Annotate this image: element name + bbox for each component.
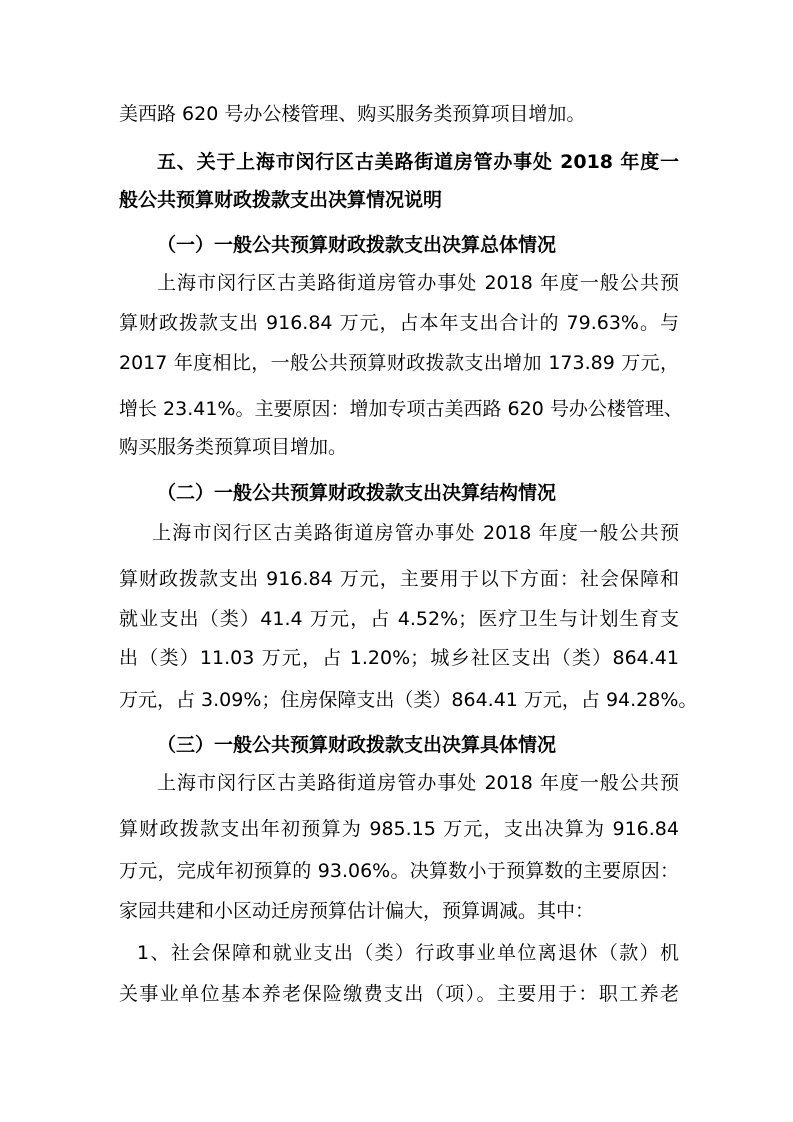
paragraph-line: 算财政拨款支出 916.84 万元，占本年支出合计的 79.63%。与 — [119, 312, 679, 334]
paragraph-line: 美西路 620 号办公楼管理、购买服务类预算项目增加。 — [119, 103, 586, 125]
paragraph-line: 家园共建和小区动迁房预算估计偏大，预算调减。其中： — [119, 900, 595, 922]
paragraph-line: 算财政拨款支出年初预算为 985.15 万元，支出决算为 916.84 — [119, 818, 679, 840]
paragraph-line: 上海市闵行区古美路街道房管办事处 2018 年度一般公共预 — [157, 272, 679, 294]
paragraph-line: 算财政拨款支出 916.84 万元，主要用于以下方面：社会保障和 — [119, 568, 679, 590]
paragraph-line: 增长 23.41%。主要原因：增加专项古美西路 620 号办公楼管理、 — [119, 398, 683, 420]
paragraph-line: 1、社会保障和就业支出（类）行政事业单位离退休（款）机 — [137, 942, 679, 964]
paragraph-line: 上海市闵行区古美路街道房管办事处 2018 年度一般公共预 — [157, 772, 679, 794]
subsection-heading: （一）一般公共预算财政拨款支出决算总体情况 — [157, 234, 557, 256]
subsection-heading: （三）一般公共预算财政拨款支出决算具体情况 — [157, 734, 557, 756]
paragraph-line: 2017 年度相比，一般公共预算财政拨款支出增加 173.89 万元， — [119, 352, 679, 374]
paragraph-line: 万元，完成年初预算的 93.06%。决算数小于预算数的主要原因： — [119, 860, 679, 882]
paragraph-line: 出（类）11.03 万元，占 1.20%；城乡社区支出（类）864.41 — [119, 647, 679, 669]
subsection-heading: （二）一般公共预算财政拨款支出决算结构情况 — [157, 482, 557, 504]
section-heading: 五、关于上海市闵行区古美路街道房管办事处 2018 年度一 — [157, 151, 679, 173]
paragraph-line: 万元，占 3.09%；住房保障支出（类）864.41 万元，占 94.28%。 — [119, 689, 698, 711]
paragraph-line: 就业支出（类）41.4 万元，占 4.52%；医疗卫生与计划生育支 — [119, 608, 679, 630]
section-heading: 般公共预算财政拨款支出决算情况说明 — [119, 189, 443, 211]
paragraph-line: 关事业单位基本养老保险缴费支出（项）。主要用于：职工养老 — [119, 983, 679, 1005]
paragraph-line: 购买服务类预算项目增加。 — [119, 436, 348, 458]
paragraph-line: 上海市闵行区古美路街道房管办事处 2018 年度一般公共预 — [152, 522, 679, 544]
